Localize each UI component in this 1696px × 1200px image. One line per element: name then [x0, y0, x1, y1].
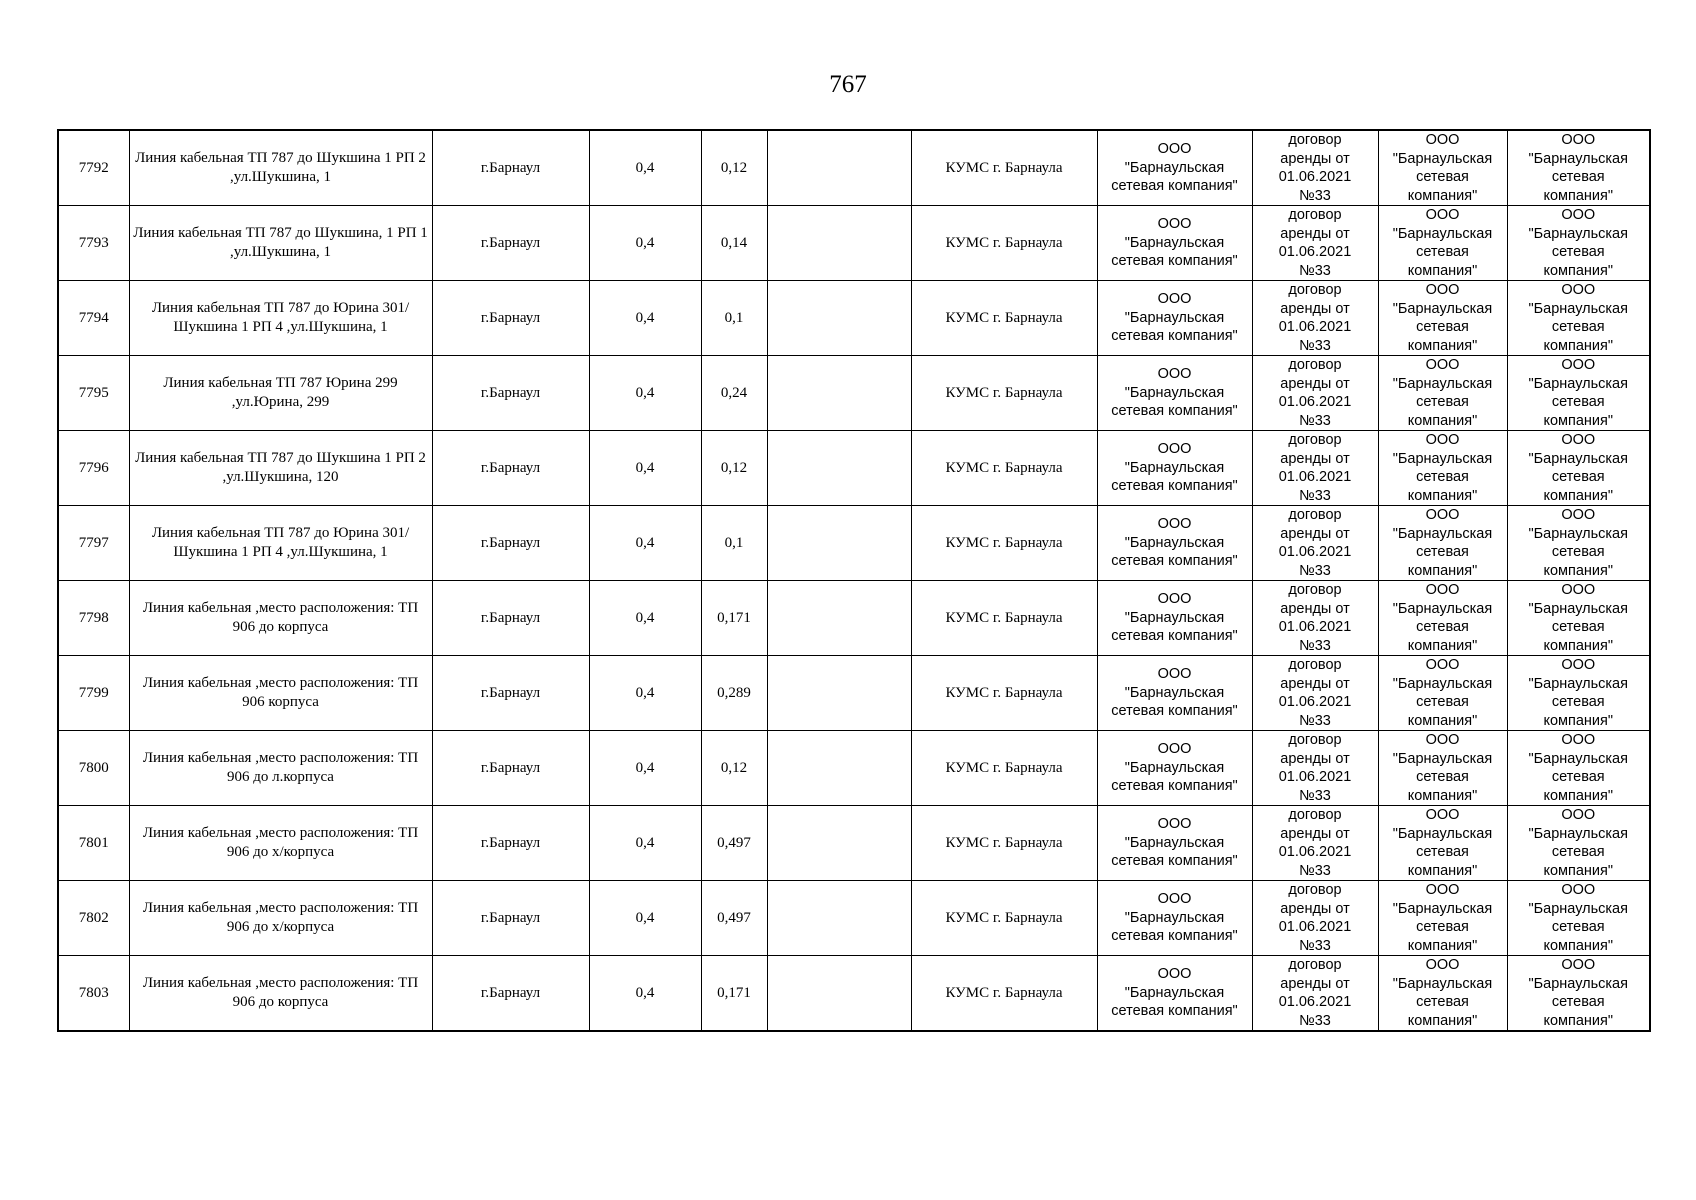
company-cell — [1097, 431, 1252, 506]
cell-text: ООО "Барнаульская сетевая компания" — [1392, 732, 1493, 804]
cell-text: КУМС г. Барнаула — [945, 759, 1063, 776]
contract-cell — [1252, 581, 1378, 656]
voltage-cell — [589, 581, 701, 656]
cell-text: ООО "Барнаульская сетевая компания" — [1111, 516, 1238, 570]
cell-text: 0,4 — [635, 759, 655, 776]
empty-cell — [767, 656, 911, 731]
holder-cell — [1507, 806, 1650, 881]
cell-text: 0,4 — [635, 984, 655, 1001]
length-cell — [701, 956, 767, 1032]
cell-text: 0,1 — [724, 534, 744, 551]
contract-cell — [1252, 130, 1378, 206]
cell-text: 7797 — [78, 534, 109, 551]
cell-text: ООО "Барнаульская сетевая компания" — [1528, 132, 1628, 204]
cell-text: 0,497 — [717, 909, 751, 926]
cell-text: 0,14 — [720, 234, 748, 251]
contract-cell — [1252, 206, 1378, 281]
cell-text: 7794 — [78, 309, 109, 326]
cell-text: ООО "Барнаульская сетевая компания" — [1392, 507, 1493, 579]
cell-text: Линия кабельная ,место расположения: ТП 906 до л.корпуса — [142, 750, 419, 785]
owner-cell — [911, 731, 1097, 806]
cell-text: ООО "Барнаульская сетевая компания" — [1528, 807, 1628, 879]
cell-text: г.Барнаул — [480, 909, 541, 926]
owner-cell — [911, 206, 1097, 281]
cell-text: ООО "Барнаульская сетевая компания" — [1392, 207, 1493, 279]
page-number: 767 — [829, 71, 867, 98]
operator-cell — [1378, 581, 1507, 656]
city-cell — [432, 956, 589, 1032]
empty-cell — [767, 206, 911, 281]
operator-cell — [1378, 956, 1507, 1032]
cell-text: ООО "Барнаульская сетевая компания" — [1392, 282, 1493, 354]
cell-text: 0,12 — [720, 759, 748, 776]
operator-cell — [1378, 356, 1507, 431]
company-cell — [1097, 506, 1252, 581]
holder-cell — [1507, 956, 1650, 1032]
contract-cell — [1252, 731, 1378, 806]
owner-cell — [911, 431, 1097, 506]
cell-text: КУМС г. Барнаула — [945, 609, 1063, 626]
table-row — [58, 956, 1650, 1032]
cell-text: 7799 — [78, 684, 109, 701]
voltage-cell — [589, 881, 701, 956]
city-cell — [432, 431, 589, 506]
cell-text: договор аренды от 01.06.2021 №33 — [1278, 357, 1352, 429]
cell-text: Линия кабельная ТП 787 до Юрина 301/ Шукшина 1 РП 4 ,ул.Шукшина, 1 — [151, 525, 410, 560]
cell-text: КУМС г. Барнаула — [945, 684, 1063, 701]
holder-cell — [1507, 506, 1650, 581]
cell-text: 0,12 — [720, 459, 748, 476]
company-cell — [1097, 656, 1252, 731]
object-name-cell — [129, 356, 432, 431]
cell-text: 7801 — [78, 834, 109, 851]
registry-number-cell — [58, 881, 129, 956]
registry-number-cell — [58, 731, 129, 806]
cell-text: г.Барнаул — [480, 309, 541, 326]
holder-cell — [1507, 731, 1650, 806]
length-cell — [701, 881, 767, 956]
voltage-cell — [589, 431, 701, 506]
cell-text: 0,12 — [720, 159, 748, 176]
city-cell — [432, 206, 589, 281]
registry-number-cell — [58, 206, 129, 281]
empty-cell — [767, 731, 911, 806]
owner-cell — [911, 506, 1097, 581]
registry-table — [57, 129, 1651, 1032]
cell-text: Линия кабельная ,место расположения: ТП 906 до корпуса — [142, 975, 419, 1010]
cell-text: Линия кабельная ,место расположения: ТП 906 до х/корпуса — [142, 825, 419, 860]
empty-cell — [767, 281, 911, 356]
city-cell — [432, 130, 589, 206]
cell-text: 7798 — [78, 609, 109, 626]
table-row — [58, 656, 1650, 731]
cell-text: Линия кабельная ТП 787 до Шукшина 1 РП 2 ,ул.Шукшина, 1 — [135, 150, 426, 185]
cell-text: 0,4 — [635, 909, 655, 926]
empty-cell — [767, 356, 911, 431]
object-name-cell — [129, 581, 432, 656]
operator-cell — [1378, 731, 1507, 806]
holder-cell — [1507, 656, 1650, 731]
cell-text: 0,4 — [635, 159, 655, 176]
company-cell — [1097, 581, 1252, 656]
cell-text: г.Барнаул — [480, 159, 541, 176]
operator-cell — [1378, 281, 1507, 356]
operator-cell — [1378, 506, 1507, 581]
cell-text: ООО "Барнаульская сетевая компания" — [1392, 582, 1493, 654]
voltage-cell — [589, 656, 701, 731]
contract-cell — [1252, 431, 1378, 506]
cell-text: 0,4 — [635, 834, 655, 851]
city-cell — [432, 356, 589, 431]
object-name-cell — [129, 881, 432, 956]
cell-text: ООО "Барнаульская сетевая компания" — [1528, 432, 1628, 504]
contract-cell — [1252, 881, 1378, 956]
city-cell — [432, 281, 589, 356]
registry-number-cell — [58, 431, 129, 506]
cell-text: ООО "Барнаульская сетевая компания" — [1528, 732, 1628, 804]
contract-cell — [1252, 956, 1378, 1032]
cell-text: ООО "Барнаульская сетевая компания" — [1111, 966, 1238, 1020]
cell-text: г.Барнаул — [480, 759, 541, 776]
empty-cell — [767, 806, 911, 881]
cell-text: ООО "Барнаульская сетевая компания" — [1528, 282, 1628, 354]
table-row — [58, 731, 1650, 806]
operator-cell — [1378, 130, 1507, 206]
table-body — [58, 130, 1650, 1031]
length-cell — [701, 206, 767, 281]
empty-cell — [767, 130, 911, 206]
company-cell — [1097, 956, 1252, 1032]
table-row — [58, 431, 1650, 506]
holder-cell — [1507, 881, 1650, 956]
operator-cell — [1378, 431, 1507, 506]
object-name-cell — [129, 656, 432, 731]
cell-text: 7803 — [78, 984, 109, 1001]
cell-text: ООО "Барнаульская сетевая компания" — [1392, 132, 1493, 204]
table-row — [58, 356, 1650, 431]
table-row — [58, 806, 1650, 881]
cell-text: ООО "Барнаульская сетевая компания" — [1111, 291, 1238, 345]
contract-cell — [1252, 656, 1378, 731]
object-name-cell — [129, 281, 432, 356]
operator-cell — [1378, 656, 1507, 731]
cell-text: ООО "Барнаульская сетевая компания" — [1392, 432, 1493, 504]
cell-text: договор аренды от 01.06.2021 №33 — [1278, 582, 1352, 654]
cell-text: Линия кабельная ТП 787 до Юрина 301/ Шукшина 1 РП 4 ,ул.Шукшина, 1 — [151, 300, 410, 335]
cell-text: КУМС г. Барнаула — [945, 384, 1063, 401]
cell-text: 7793 — [78, 234, 109, 251]
cell-text: КУМС г. Барнаула — [945, 984, 1063, 1001]
object-name-cell — [129, 206, 432, 281]
cell-text: 0,4 — [635, 609, 655, 626]
contract-cell — [1252, 356, 1378, 431]
owner-cell — [911, 281, 1097, 356]
cell-text: КУМС г. Барнаула — [945, 459, 1063, 476]
cell-text: Линия кабельная ТП 787 Юрина 299 ,ул.Юрина, 299 — [163, 375, 398, 410]
cell-text: 7792 — [78, 159, 109, 176]
cell-text: ООО "Барнаульская сетевая компания" — [1528, 657, 1628, 729]
cell-text: г.Барнаул — [480, 834, 541, 851]
contract-cell — [1252, 506, 1378, 581]
empty-cell — [767, 431, 911, 506]
voltage-cell — [589, 506, 701, 581]
length-cell — [701, 506, 767, 581]
table-row — [58, 881, 1650, 956]
contract-cell — [1252, 281, 1378, 356]
cell-text: КУМС г. Барнаула — [945, 909, 1063, 926]
city-cell — [432, 881, 589, 956]
cell-text: 7800 — [78, 759, 109, 776]
table-row — [58, 281, 1650, 356]
cell-text: г.Барнаул — [480, 684, 541, 701]
cell-text: КУМС г. Барнаула — [945, 159, 1063, 176]
cell-text: ООО "Барнаульская сетевая компания" — [1528, 582, 1628, 654]
company-cell — [1097, 806, 1252, 881]
cell-text: КУМС г. Барнаула — [945, 834, 1063, 851]
cell-text: 7796 — [78, 459, 109, 476]
cell-text: ООО "Барнаульская сетевая компания" — [1111, 216, 1238, 270]
object-name-cell — [129, 431, 432, 506]
company-cell — [1097, 130, 1252, 206]
holder-cell — [1507, 356, 1650, 431]
registry-number-cell — [58, 806, 129, 881]
cell-text: 0,497 — [717, 834, 751, 851]
city-cell — [432, 656, 589, 731]
object-name-cell — [129, 806, 432, 881]
cell-text: ООО "Барнаульская сетевая компания" — [1111, 891, 1238, 945]
object-name-cell — [129, 731, 432, 806]
length-cell — [701, 581, 767, 656]
cell-text: КУМС г. Барнаула — [945, 534, 1063, 551]
company-cell — [1097, 731, 1252, 806]
voltage-cell — [589, 281, 701, 356]
cell-text: ООО "Барнаульская сетевая компания" — [1392, 957, 1493, 1029]
voltage-cell — [589, 956, 701, 1032]
empty-cell — [767, 881, 911, 956]
length-cell — [701, 281, 767, 356]
cell-text: Линия кабельная ,место расположения: ТП 906 корпуса — [142, 675, 419, 710]
cell-text: 0,1 — [724, 309, 744, 326]
cell-text: г.Барнаул — [480, 234, 541, 251]
cell-text: договор аренды от 01.06.2021 №33 — [1278, 432, 1352, 504]
holder-cell — [1507, 581, 1650, 656]
city-cell — [432, 731, 589, 806]
cell-text: 0,4 — [635, 684, 655, 701]
registry-number-cell — [58, 956, 129, 1032]
registry-number-cell — [58, 281, 129, 356]
length-cell — [701, 356, 767, 431]
cell-text: ООО "Барнаульская сетевая компания" — [1528, 882, 1628, 954]
voltage-cell — [589, 206, 701, 281]
cell-text: ООО "Барнаульская сетевая компания" — [1111, 666, 1238, 720]
length-cell — [701, 130, 767, 206]
cell-text: ООО "Барнаульская сетевая компания" — [1528, 957, 1628, 1029]
cell-text: договор аренды от 01.06.2021 №33 — [1278, 882, 1352, 954]
cell-text: 0,4 — [635, 309, 655, 326]
cell-text: ООО "Барнаульская сетевая компания" — [1392, 807, 1493, 879]
cell-text: ООО "Барнаульская сетевая компания" — [1111, 741, 1238, 795]
owner-cell — [911, 956, 1097, 1032]
voltage-cell — [589, 731, 701, 806]
cell-text: ООО "Барнаульская сетевая компания" — [1111, 816, 1238, 870]
voltage-cell — [589, 130, 701, 206]
registry-number-cell — [58, 130, 129, 206]
owner-cell — [911, 656, 1097, 731]
cell-text: Линия кабельная ТП 787 до Шукшина, 1 РП 1 ,ул.Шукшина, 1 — [133, 225, 428, 260]
cell-text: 0,4 — [635, 459, 655, 476]
cell-text: 0,4 — [635, 234, 655, 251]
voltage-cell — [589, 806, 701, 881]
cell-text: Линия кабельная ,место расположения: ТП 906 до корпуса — [142, 600, 419, 635]
registry-number-cell — [58, 581, 129, 656]
cell-text: 7795 — [78, 384, 109, 401]
city-cell — [432, 806, 589, 881]
cell-text: договор аренды от 01.06.2021 №33 — [1278, 957, 1352, 1029]
cell-text: договор аренды от 01.06.2021 №33 — [1278, 507, 1352, 579]
cell-text: Линия кабельная ,место расположения: ТП 906 до х/корпуса — [142, 900, 419, 935]
cell-text: договор аренды от 01.06.2021 №33 — [1278, 657, 1352, 729]
cell-text: 0,171 — [717, 609, 751, 626]
city-cell — [432, 506, 589, 581]
owner-cell — [911, 356, 1097, 431]
company-cell — [1097, 206, 1252, 281]
object-name-cell — [129, 130, 432, 206]
cell-text: г.Барнаул — [480, 984, 541, 1001]
cell-text: ООО "Барнаульская сетевая компания" — [1392, 882, 1493, 954]
cell-text: ООО "Барнаульская сетевая компания" — [1111, 141, 1238, 195]
cell-text: ООО "Барнаульская сетевая компания" — [1111, 441, 1238, 495]
empty-cell — [767, 581, 911, 656]
cell-text: КУМС г. Барнаула — [945, 309, 1063, 326]
registry-number-cell — [58, 356, 129, 431]
object-name-cell — [129, 956, 432, 1032]
cell-text: г.Барнаул — [480, 534, 541, 551]
holder-cell — [1507, 130, 1650, 206]
empty-cell — [767, 956, 911, 1032]
cell-text: договор аренды от 01.06.2021 №33 — [1278, 282, 1352, 354]
table-row — [58, 581, 1650, 656]
voltage-cell — [589, 356, 701, 431]
cell-text: договор аренды от 01.06.2021 №33 — [1278, 207, 1352, 279]
holder-cell — [1507, 431, 1650, 506]
object-name-cell — [129, 506, 432, 581]
company-cell — [1097, 356, 1252, 431]
cell-text: 0,4 — [635, 534, 655, 551]
cell-text: договор аренды от 01.06.2021 №33 — [1278, 807, 1352, 879]
owner-cell — [911, 581, 1097, 656]
owner-cell — [911, 881, 1097, 956]
cell-text: КУМС г. Барнаула — [945, 234, 1063, 251]
owner-cell — [911, 130, 1097, 206]
operator-cell — [1378, 206, 1507, 281]
contract-cell — [1252, 806, 1378, 881]
length-cell — [701, 656, 767, 731]
cell-text: 0,24 — [720, 384, 748, 401]
table-row — [58, 206, 1650, 281]
operator-cell — [1378, 806, 1507, 881]
cell-text: г.Барнаул — [480, 384, 541, 401]
length-cell — [701, 431, 767, 506]
cell-text: ООО "Барнаульская сетевая компания" — [1528, 357, 1628, 429]
cell-text: ООО "Барнаульская сетевая компания" — [1111, 366, 1238, 420]
cell-text: ООО "Барнаульская сетевая компания" — [1111, 591, 1238, 645]
registry-number-cell — [58, 506, 129, 581]
cell-text: договор аренды от 01.06.2021 №33 — [1278, 732, 1352, 804]
cell-text: 0,171 — [717, 984, 751, 1001]
cell-text: г.Барнаул — [480, 609, 541, 626]
company-cell — [1097, 881, 1252, 956]
city-cell — [432, 581, 589, 656]
length-cell — [701, 806, 767, 881]
cell-text: г.Барнаул — [480, 459, 541, 476]
registry-number-cell — [58, 656, 129, 731]
cell-text: ООО "Барнаульская сетевая компания" — [1528, 207, 1628, 279]
table-row — [58, 506, 1650, 581]
table-row — [58, 130, 1650, 206]
cell-text: ООО "Барнаульская сетевая компания" — [1392, 657, 1493, 729]
holder-cell — [1507, 206, 1650, 281]
company-cell — [1097, 281, 1252, 356]
operator-cell — [1378, 881, 1507, 956]
holder-cell — [1507, 281, 1650, 356]
cell-text: 0,4 — [635, 384, 655, 401]
cell-text: 0,289 — [717, 684, 751, 701]
length-cell — [701, 731, 767, 806]
cell-text: 7802 — [78, 909, 109, 926]
cell-text: ООО "Барнаульская сетевая компания" — [1528, 507, 1628, 579]
cell-text: ООО "Барнаульская сетевая компания" — [1392, 357, 1493, 429]
cell-text: Линия кабельная ТП 787 до Шукшина 1 РП 2 ,ул.Шукшина, 120 — [135, 450, 426, 485]
owner-cell — [911, 806, 1097, 881]
cell-text: договор аренды от 01.06.2021 №33 — [1278, 132, 1352, 204]
empty-cell — [767, 506, 911, 581]
